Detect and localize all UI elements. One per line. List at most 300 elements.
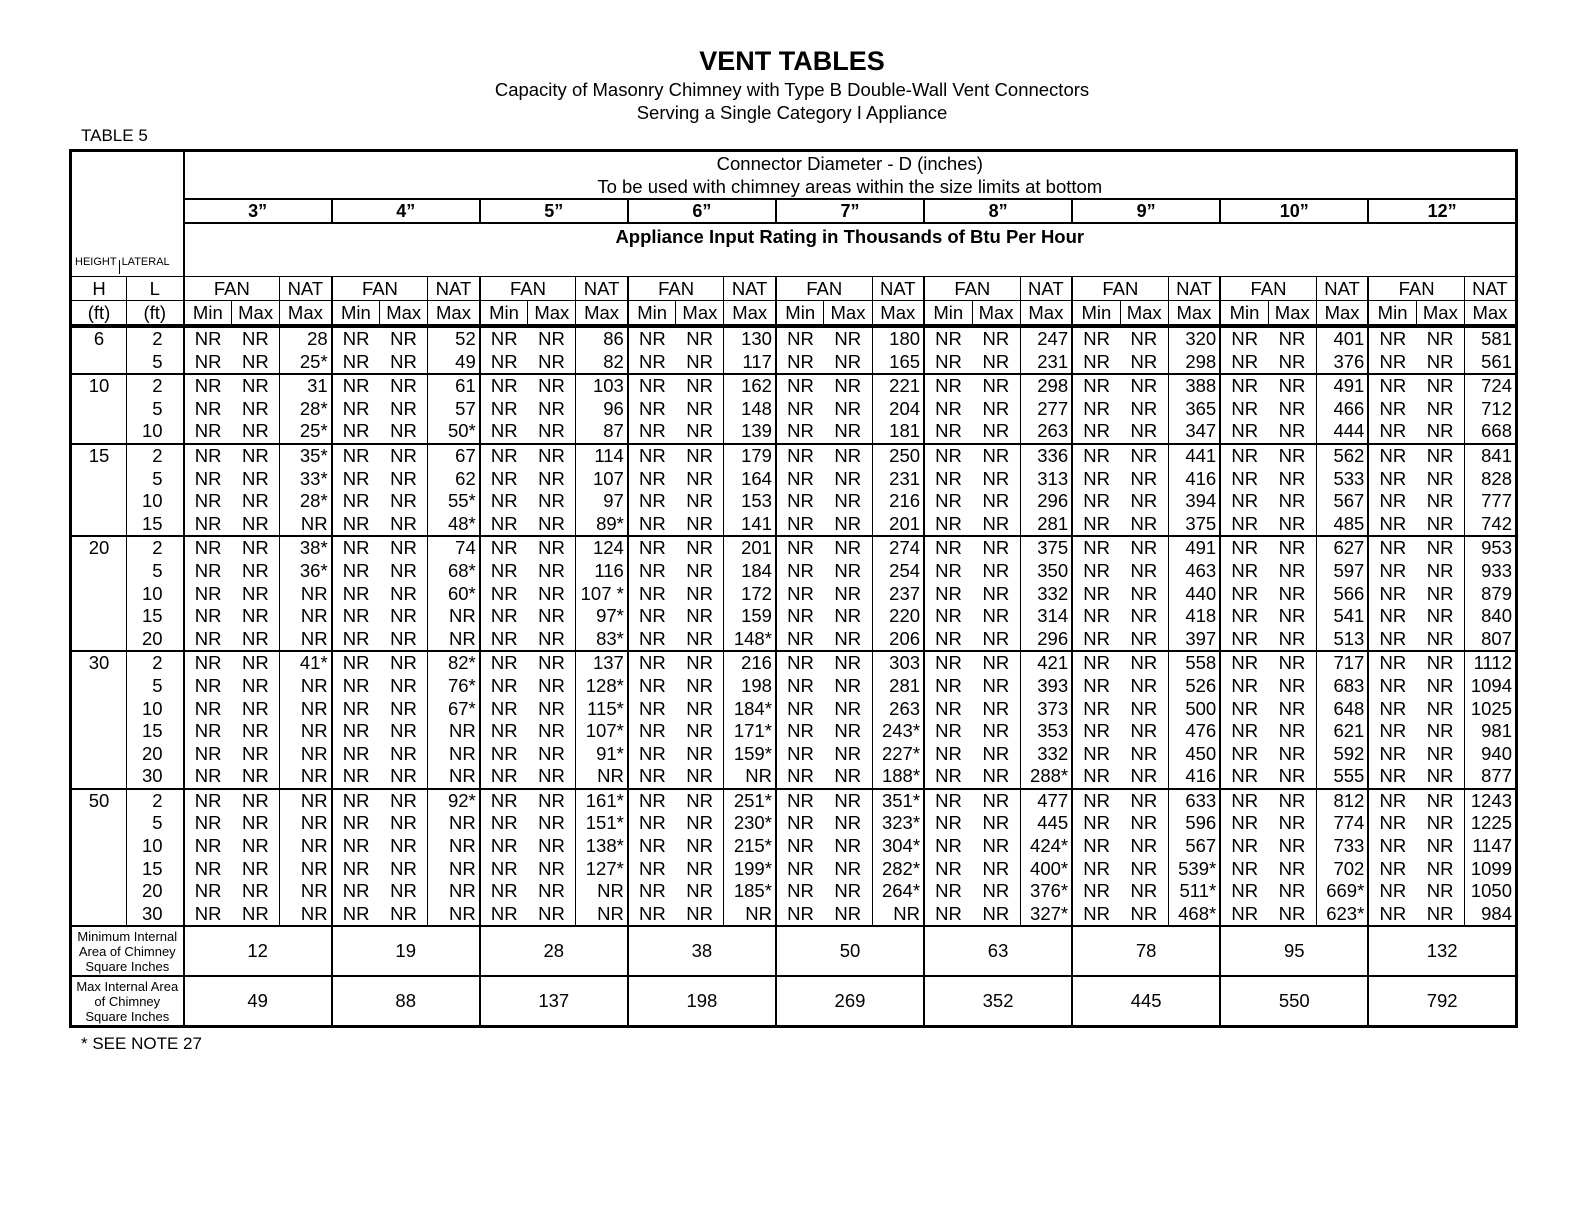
fan-min-cell: NR [924, 605, 972, 628]
fan-min-cell: NR [924, 468, 972, 491]
fan-min-cell: NR [480, 720, 528, 743]
fan-max-cell: NR [824, 880, 872, 903]
nat-max-cell: 717 [1316, 651, 1368, 675]
fan-max-cell: NR [232, 720, 280, 743]
fan-max-cell: NR [380, 351, 428, 375]
fan-max-cell: NR [972, 835, 1020, 858]
nat-max-cell: 216 [724, 651, 776, 675]
fan-min-cell: NR [924, 743, 972, 766]
nat-max-cell: 138* [576, 835, 628, 858]
nat-max-cell: 216 [872, 490, 924, 513]
nat-max-cell: NR [428, 605, 480, 628]
nat-max-cell: 221 [872, 374, 924, 398]
nat-max-cell: 702 [1316, 858, 1368, 881]
fan-max-cell: NR [232, 765, 280, 789]
fan-max-header: Max [972, 301, 1020, 327]
nat-max-cell: 171* [724, 720, 776, 743]
nat-max-cell: 251* [724, 789, 776, 813]
fan-max-cell: NR [1416, 351, 1464, 375]
nat-max-cell: 376 [1316, 351, 1368, 375]
fan-min-cell: NR [332, 903, 380, 927]
nat-max-cell: 468* [1168, 903, 1220, 927]
fan-max-cell: NR [1416, 720, 1464, 743]
nat-max-cell: 165 [872, 351, 924, 375]
nat-max-cell: 153 [724, 490, 776, 513]
fan-min-cell: NR [776, 698, 824, 721]
fan-max-cell: NR [232, 743, 280, 766]
fan-header: FAN [1220, 277, 1316, 301]
nat-max-cell: 35* [280, 444, 332, 468]
fan-min-cell: NR [628, 490, 676, 513]
fan-max-cell: NR [824, 583, 872, 606]
fan-header: FAN [776, 277, 872, 301]
fan-max-cell: NR [676, 351, 724, 375]
lateral-cell: 15 [127, 513, 184, 537]
fan-min-cell: NR [776, 326, 824, 351]
lateral-cell: 5 [127, 398, 184, 421]
fan-max-cell: NR [972, 513, 1020, 537]
nat-max-cell: 440 [1168, 583, 1220, 606]
fan-min-cell: NR [184, 812, 232, 835]
connector-size-header: 3” [184, 199, 332, 223]
fan-max-cell: NR [232, 812, 280, 835]
fan-max-cell: NR [1416, 536, 1464, 560]
fan-max-cell: NR [232, 675, 280, 698]
nat-max-cell: 597 [1316, 560, 1368, 583]
fan-max-cell: NR [676, 789, 724, 813]
nat-max-cell: 206 [872, 628, 924, 652]
lateral-cell: 20 [127, 628, 184, 652]
nat-max-cell: 441 [1168, 444, 1220, 468]
fan-min-cell: NR [776, 789, 824, 813]
fan-max-cell: NR [676, 536, 724, 560]
fan-max-cell: NR [380, 858, 428, 881]
fan-min-cell: NR [1072, 651, 1120, 675]
table-row [71, 765, 1517, 789]
table-row [71, 444, 1517, 468]
fan-min-cell: NR [1220, 444, 1268, 468]
fan-min-cell: NR [480, 326, 528, 351]
nat-max-cell: 933 [1464, 560, 1516, 583]
fan-min-cell: NR [332, 698, 380, 721]
fan-max-cell: NR [380, 789, 428, 813]
fan-min-cell: NR [628, 720, 676, 743]
fan-max-cell: NR [528, 720, 576, 743]
fan-min-cell: NR [332, 743, 380, 766]
fan-min-cell: NR [1220, 536, 1268, 560]
nat-max-cell: 332 [1020, 743, 1072, 766]
fan-min-cell: NR [924, 513, 972, 537]
fan-max-cell: NR [380, 513, 428, 537]
nat-max-cell: 61 [428, 374, 480, 398]
nat-max-cell: NR [428, 903, 480, 927]
fan-min-cell: NR [332, 880, 380, 903]
fan-max-cell: NR [1120, 903, 1168, 927]
nat-max-cell: 375 [1020, 536, 1072, 560]
fan-min-cell: NR [480, 398, 528, 421]
fan-header: FAN [480, 277, 576, 301]
nat-max-cell: 97* [576, 605, 628, 628]
fan-min-header: Min [184, 301, 232, 327]
fan-min-cell: NR [1220, 903, 1268, 927]
fan-min-cell: NR [1220, 513, 1268, 537]
fan-min-cell: NR [1072, 536, 1120, 560]
nat-max-cell: 230* [724, 812, 776, 835]
nat-max-cell: 250 [872, 444, 924, 468]
fan-min-cell: NR [924, 765, 972, 789]
fan-min-cell: NR [628, 513, 676, 537]
fan-min-cell: NR [628, 536, 676, 560]
nat-max-cell: 151* [576, 812, 628, 835]
fan-max-cell: NR [1268, 583, 1316, 606]
fan-min-cell: NR [776, 560, 824, 583]
fan-max-cell: NR [1416, 420, 1464, 444]
nat-max-cell: 298 [1168, 351, 1220, 375]
fan-max-header: Max [232, 301, 280, 327]
fan-max-cell: NR [972, 651, 1020, 675]
fan-max-cell: NR [1268, 675, 1316, 698]
fan-min-cell: NR [776, 374, 824, 398]
nat-max-cell: 281 [1020, 513, 1072, 537]
fan-max-cell: NR [972, 468, 1020, 491]
fan-min-cell: NR [1072, 903, 1120, 927]
nat-max-cell: 539* [1168, 858, 1220, 881]
nat-max-cell: 162 [724, 374, 776, 398]
fan-min-cell: NR [628, 420, 676, 444]
connector-note-header: To be used with chimney areas within the size limits at bottom [184, 175, 1517, 199]
height-cell: 30 [71, 651, 127, 675]
lateral-cell: 5 [127, 812, 184, 835]
fan-max-cell: NR [380, 444, 428, 468]
lateral-cell: 5 [127, 351, 184, 375]
h-unit: (ft) [71, 301, 127, 327]
lateral-cell: 5 [127, 675, 184, 698]
fan-min-cell: NR [480, 605, 528, 628]
fan-max-cell: NR [1416, 326, 1464, 351]
nat-max-cell: 38* [280, 536, 332, 560]
fan-min-cell: NR [776, 628, 824, 652]
table-row [71, 536, 1517, 560]
nat-max-cell: 231 [872, 468, 924, 491]
table-row [71, 628, 1517, 652]
fan-max-cell: NR [676, 765, 724, 789]
footnote: * SEE NOTE 27 [81, 1034, 202, 1053]
fan-min-cell: NR [480, 444, 528, 468]
fan-min-cell: NR [1072, 513, 1120, 537]
fan-min-header: Min [776, 301, 824, 327]
nat-max-cell: 68* [428, 560, 480, 583]
fan-min-cell: NR [628, 628, 676, 652]
fan-min-cell: NR [776, 858, 824, 881]
table-row [71, 490, 1517, 513]
nat-max-cell: 92* [428, 789, 480, 813]
height-cell [71, 743, 127, 766]
fan-max-cell: NR [232, 513, 280, 537]
fan-max-cell: NR [232, 536, 280, 560]
fan-max-cell: NR [1120, 675, 1168, 698]
fan-min-cell: NR [1072, 351, 1120, 375]
fan-max-cell: NR [380, 398, 428, 421]
fan-max-cell: NR [824, 468, 872, 491]
fan-min-cell: NR [924, 583, 972, 606]
fan-min-cell: NR [1220, 812, 1268, 835]
height-cell [71, 560, 127, 583]
fan-min-cell: NR [628, 880, 676, 903]
nat-max-cell: 41* [280, 651, 332, 675]
nat-max-cell: 264* [872, 880, 924, 903]
fan-min-cell: NR [332, 326, 380, 351]
fan-min-cell: NR [1368, 398, 1416, 421]
fan-max-cell: NR [1268, 789, 1316, 813]
fan-min-cell: NR [1368, 835, 1416, 858]
fan-max-cell: NR [380, 812, 428, 835]
fan-max-cell: NR [1268, 326, 1316, 351]
nat-max-cell: 87 [576, 420, 628, 444]
fan-max-cell: NR [972, 812, 1020, 835]
nat-max-cell: 648 [1316, 698, 1368, 721]
fan-max-cell: NR [1416, 812, 1464, 835]
fan-min-cell: NR [776, 420, 824, 444]
fan-min-cell: NR [924, 880, 972, 903]
fan-min-cell: NR [924, 444, 972, 468]
fan-max-cell: NR [972, 858, 1020, 881]
fan-min-cell: NR [1072, 583, 1120, 606]
nat-max-cell: 128* [576, 675, 628, 698]
min-area-row-value: 19 [332, 926, 480, 976]
nat-max-cell: 139 [724, 420, 776, 444]
fan-min-cell: NR [1072, 698, 1120, 721]
height-lateral-cell [71, 151, 184, 277]
height-cell [71, 605, 127, 628]
nat-max-cell: 243* [872, 720, 924, 743]
fan-max-cell: NR [676, 560, 724, 583]
fan-max-cell: NR [528, 743, 576, 766]
fan-min-header: Min [332, 301, 380, 327]
nat-max-cell: 592 [1316, 743, 1368, 766]
min-area-row-label: Minimum Internal Area of Chimney Square Inches [71, 926, 184, 976]
fan-min-cell: NR [184, 468, 232, 491]
fan-max-cell: NR [380, 651, 428, 675]
nat-max-cell: NR [576, 903, 628, 927]
fan-max-header: Max [1416, 301, 1464, 327]
fan-min-cell: NR [1220, 675, 1268, 698]
fan-max-cell: NR [232, 605, 280, 628]
max-area-row-value: 88 [332, 976, 480, 1027]
fan-max-cell: NR [972, 743, 1020, 766]
fan-max-cell: NR [824, 420, 872, 444]
nat-max-cell: 25* [280, 351, 332, 375]
fan-max-cell: NR [676, 468, 724, 491]
fan-min-cell: NR [628, 903, 676, 927]
nat-max-cell: 227* [872, 743, 924, 766]
fan-min-cell: NR [1220, 835, 1268, 858]
fan-max-cell: NR [528, 651, 576, 675]
nat-max-cell: NR [428, 880, 480, 903]
nat-max-cell: 52 [428, 326, 480, 351]
fan-min-cell: NR [628, 444, 676, 468]
max-area-row-label: Max Internal Area of Chimney Square Inches [71, 976, 184, 1027]
nat-max-cell: NR [428, 835, 480, 858]
fan-max-header: Max [1120, 301, 1168, 327]
nat-max-cell: 237 [872, 583, 924, 606]
fan-min-cell: NR [1220, 651, 1268, 675]
table-row [71, 880, 1517, 903]
nat-max-cell: 397 [1168, 628, 1220, 652]
fan-min-cell: NR [1072, 490, 1120, 513]
table-row [71, 605, 1517, 628]
fan-max-cell: NR [380, 583, 428, 606]
fan-min-cell: NR [628, 698, 676, 721]
table-label: TABLE 5 [81, 126, 148, 145]
connector-size-header: 6” [628, 199, 776, 223]
nat-max-cell: 114 [576, 444, 628, 468]
fan-max-cell: NR [1120, 513, 1168, 537]
fan-max-cell: NR [380, 880, 428, 903]
fan-max-cell: NR [1120, 789, 1168, 813]
nat-max-cell: NR [428, 628, 480, 652]
fan-min-cell: NR [628, 858, 676, 881]
fan-min-cell: NR [628, 583, 676, 606]
lateral-cell: 5 [127, 468, 184, 491]
lateral-cell: 2 [127, 651, 184, 675]
table-row [71, 468, 1517, 491]
fan-min-cell: NR [480, 651, 528, 675]
fan-max-cell: NR [1120, 560, 1168, 583]
fan-min-cell: NR [332, 651, 380, 675]
max-area-row-value: 792 [1368, 976, 1516, 1027]
fan-min-cell: NR [480, 765, 528, 789]
nat-max-cell: 526 [1168, 675, 1220, 698]
fan-min-cell: NR [332, 583, 380, 606]
nat-max-cell: 733 [1316, 835, 1368, 858]
nat-max-cell: 500 [1168, 698, 1220, 721]
fan-max-cell: NR [824, 444, 872, 468]
fan-min-cell: NR [1368, 675, 1416, 698]
nat-max-header: Max [428, 301, 480, 327]
fan-max-cell: NR [1268, 628, 1316, 652]
fan-min-cell: NR [1368, 789, 1416, 813]
fan-max-cell: NR [1268, 374, 1316, 398]
nat-header: NAT [280, 277, 332, 301]
nat-max-cell: 724 [1464, 374, 1516, 398]
table-row [71, 351, 1517, 375]
fan-min-cell: NR [1368, 698, 1416, 721]
fan-min-cell: NR [1072, 835, 1120, 858]
fan-max-cell: NR [380, 536, 428, 560]
fan-max-cell: NR [528, 789, 576, 813]
max-area-row-value: 137 [480, 976, 628, 1027]
fan-max-cell: NR [1416, 743, 1464, 766]
fan-max-cell: NR [972, 490, 1020, 513]
fan-max-cell: NR [676, 880, 724, 903]
fan-min-cell: NR [776, 605, 824, 628]
min-area-row-value: 12 [184, 926, 332, 976]
nat-max-cell: NR [428, 858, 480, 881]
fan-max-cell: NR [380, 468, 428, 491]
fan-max-cell: NR [1268, 444, 1316, 468]
fan-min-cell: NR [184, 560, 232, 583]
fan-max-cell: NR [380, 765, 428, 789]
max-area-row [71, 976, 1517, 1027]
fan-min-cell: NR [924, 651, 972, 675]
nat-max-cell: NR [280, 789, 332, 813]
fan-max-cell: NR [232, 583, 280, 606]
fan-max-cell: NR [824, 858, 872, 881]
fan-min-cell: NR [184, 490, 232, 513]
fan-min-cell: NR [480, 420, 528, 444]
fan-max-cell: NR [1120, 858, 1168, 881]
fan-min-cell: NR [480, 880, 528, 903]
nat-header: NAT [1464, 277, 1516, 301]
fan-min-cell: NR [332, 628, 380, 652]
nat-max-header: Max [1464, 301, 1516, 327]
nat-max-cell: 1225 [1464, 812, 1516, 835]
fan-max-cell: NR [1120, 880, 1168, 903]
fan-min-cell: NR [184, 789, 232, 813]
fan-min-header: Min [628, 301, 676, 327]
fan-min-cell: NR [924, 812, 972, 835]
min-area-row-value: 28 [480, 926, 628, 976]
fan-max-cell: NR [232, 398, 280, 421]
fan-min-cell: NR [1072, 720, 1120, 743]
fan-max-cell: NR [1268, 720, 1316, 743]
nat-max-cell: 567 [1168, 835, 1220, 858]
fan-max-cell: NR [824, 628, 872, 652]
fan-min-cell: NR [184, 628, 232, 652]
nat-max-cell: NR [280, 583, 332, 606]
fan-max-cell: NR [972, 765, 1020, 789]
nat-max-cell: 336 [1020, 444, 1072, 468]
fan-min-cell: NR [776, 675, 824, 698]
min-area-row [71, 926, 1517, 976]
table-row [71, 560, 1517, 583]
nat-max-cell: 107* [576, 720, 628, 743]
lateral-cell: 10 [127, 698, 184, 721]
nat-max-cell: 393 [1020, 675, 1072, 698]
nat-max-cell: NR [428, 720, 480, 743]
fan-max-cell: NR [232, 628, 280, 652]
nat-max-cell: 533 [1316, 468, 1368, 491]
nat-max-cell: 180 [872, 326, 924, 351]
fan-min-cell: NR [332, 513, 380, 537]
fan-min-cell: NR [1368, 651, 1416, 675]
fan-max-cell: NR [232, 651, 280, 675]
nat-max-cell: 172 [724, 583, 776, 606]
fan-max-cell: NR [824, 835, 872, 858]
fan-min-cell: NR [1368, 536, 1416, 560]
fan-min-cell: NR [332, 420, 380, 444]
nat-max-cell: 1099 [1464, 858, 1516, 881]
fan-max-cell: NR [676, 651, 724, 675]
fan-min-cell: NR [628, 743, 676, 766]
nat-max-cell: 199* [724, 858, 776, 881]
nat-max-cell: 28* [280, 398, 332, 421]
fan-min-cell: NR [1072, 605, 1120, 628]
fan-min-cell: NR [332, 675, 380, 698]
nat-max-cell: 327* [1020, 903, 1072, 927]
nat-max-cell: 50* [428, 420, 480, 444]
fan-max-cell: NR [676, 490, 724, 513]
fan-max-cell: NR [1268, 858, 1316, 881]
nat-max-cell: NR [280, 698, 332, 721]
fan-max-cell: NR [1416, 444, 1464, 468]
lateral-cell: 10 [127, 420, 184, 444]
fan-min-cell: NR [480, 560, 528, 583]
nat-max-cell: 159 [724, 605, 776, 628]
fan-max-cell: NR [1416, 858, 1464, 881]
fan-max-cell: NR [528, 444, 576, 468]
fan-min-cell: NR [480, 628, 528, 652]
